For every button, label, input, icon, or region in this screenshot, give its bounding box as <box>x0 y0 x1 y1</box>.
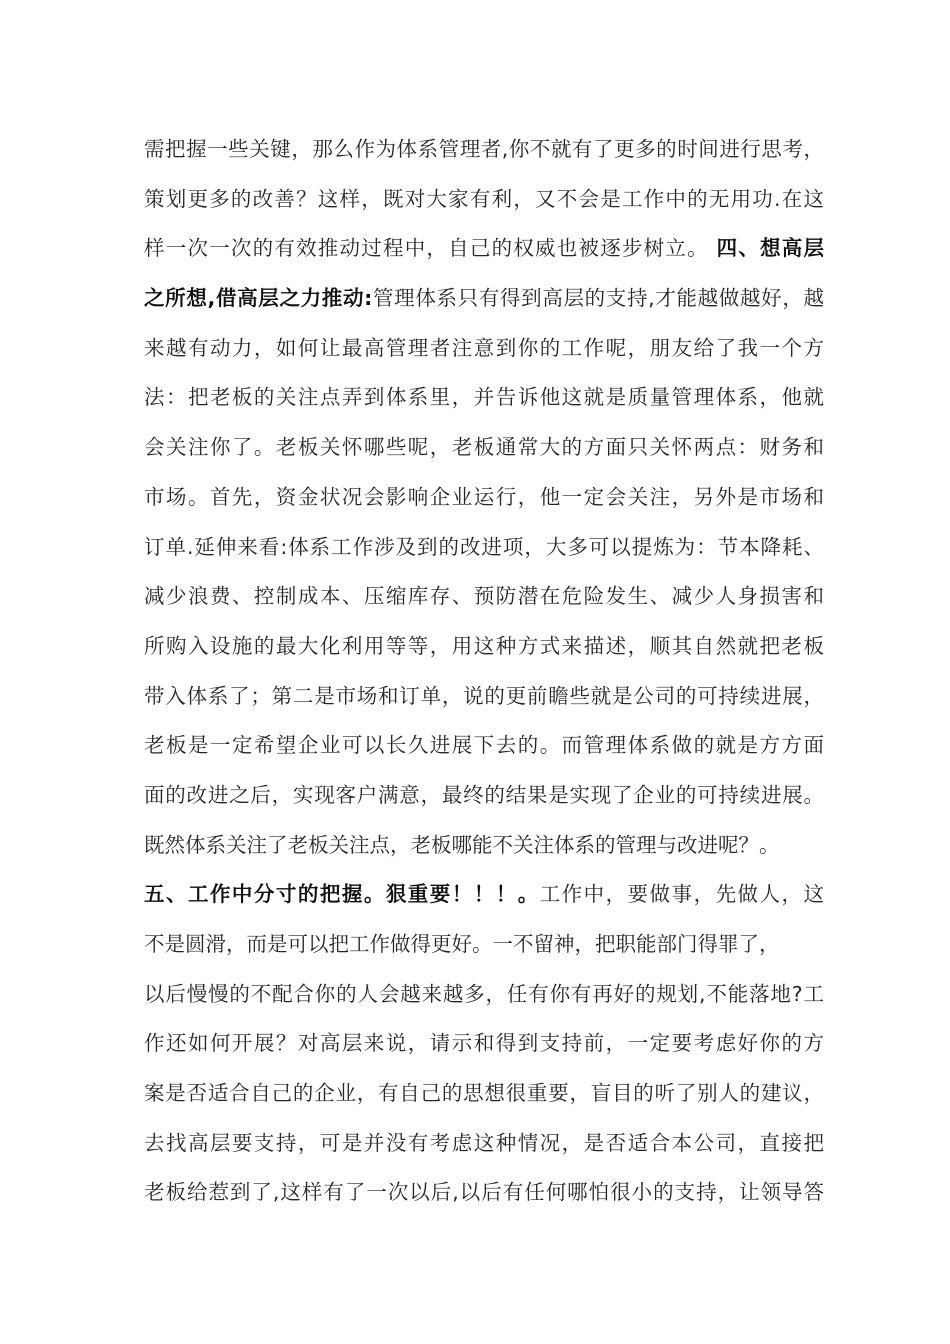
body-text <box>144 125 824 1218</box>
body-text-run: 所购入设施的最大化利用等等，用这种方式来描述，顺其自然就把老板 <box>144 633 824 658</box>
body-text-run: 案是否适合自己的企业，有自己的思想很重要，盲目的听了别人的建议， <box>144 1081 824 1106</box>
body-text-run: 带入体系了；第二是市场和订单，说的更前瞻些就是公司的可持续进展， <box>144 683 824 708</box>
body-text-run: 市场。首先，资金状况会影响企业运行，他一定会关注，另外是市场和 <box>144 484 824 509</box>
text-line <box>144 870 824 920</box>
body-text-run: 管理体系只有得到高层的支持,才能越做越好，越 <box>372 286 824 311</box>
body-text-run: 工作中，要做事，先做人，这 <box>539 882 825 907</box>
text-line <box>144 125 824 175</box>
body-text-run: 减少浪费、控制成本、压缩库存、预防潜在危险发生、减少人身损害和 <box>144 584 824 609</box>
bold-heading-text: 四、想高层 <box>716 236 825 261</box>
bold-heading-text: 之所想,借高层之力推动: <box>144 286 373 311</box>
body-text-run: 需把握一些关键，那么作为体系管理者,你不就有了更多的时间进行思考， <box>144 137 824 161</box>
text-line <box>144 572 824 622</box>
body-text-run: 既然体系关注了老板关注点，老板哪能不关注体系的管理与改进呢？。 <box>144 832 780 857</box>
text-line <box>144 175 824 225</box>
text-line <box>144 1168 824 1218</box>
text-line <box>144 622 824 672</box>
body-text-run: 去找高层要支持，可是并没有考虑这种情况，是否适合本公司，直接把 <box>144 1130 824 1155</box>
body-text-run: 面的改进之后，实现客户满意，最终的结果是实现了企业的可持续进展。 <box>144 782 824 807</box>
text-line <box>144 373 824 423</box>
text-line <box>144 1119 824 1169</box>
text-line <box>144 473 824 523</box>
bold-heading-text: 五、工作中分寸的把握。狠重要！！！。 <box>144 882 540 907</box>
text-line <box>144 1019 824 1069</box>
body-text-run: 老板是一定希望企业可以长久进展下去的。而管理体系做的就是方方面 <box>144 733 824 758</box>
text-line <box>144 821 824 871</box>
text-line <box>144 1069 824 1119</box>
text-line <box>144 523 824 573</box>
text-line <box>144 721 824 771</box>
body-text-run: 老板给惹到了,这样有了一次以后,以后有任何哪怕很小的支持，让领导答 <box>144 1180 824 1205</box>
body-text-run: 来越有动力，如何让最高管理者注意到你的工作呢，朋友给了我一个方 <box>144 335 824 360</box>
body-text-run: 策划更多的改善？这样，既对大家有利，又不会是工作中的无用功.在这 <box>144 186 824 211</box>
body-text-run: 样一次一次的有效推动过程中，自己的权威也被逐步树立。 <box>144 236 717 261</box>
text-line <box>144 970 824 1020</box>
body-text-run: 法：把老板的关注点弄到体系里，并告诉他这就是质量管理体系，他就 <box>144 385 824 410</box>
text-line <box>144 224 824 274</box>
text-line <box>144 672 824 722</box>
text-line <box>144 920 824 970</box>
body-text-run: 作还如何开展？对高层来说，请示和得到支持前，一定要考虑好你的方 <box>144 1031 824 1056</box>
body-text-run: 会关注你了。老板关怀哪些呢，老板通常大的方面只关怀两点：财务和 <box>144 435 824 460</box>
text-line <box>144 324 824 374</box>
body-text-run: 以后慢慢的不配合你的人会越来越多，任有你有再好的规划,不能落地?工 <box>144 981 824 1006</box>
body-text-run: 订单.延伸来看:体系工作涉及到的改进项，大多可以提炼为：节本降耗、 <box>144 534 824 559</box>
text-line <box>144 423 824 473</box>
body-text-run: 不是圆滑，而是可以把工作做得更好。一不留神，把职能部门得罪了， <box>144 932 780 956</box>
text-line <box>144 771 824 821</box>
text-line <box>144 274 824 324</box>
